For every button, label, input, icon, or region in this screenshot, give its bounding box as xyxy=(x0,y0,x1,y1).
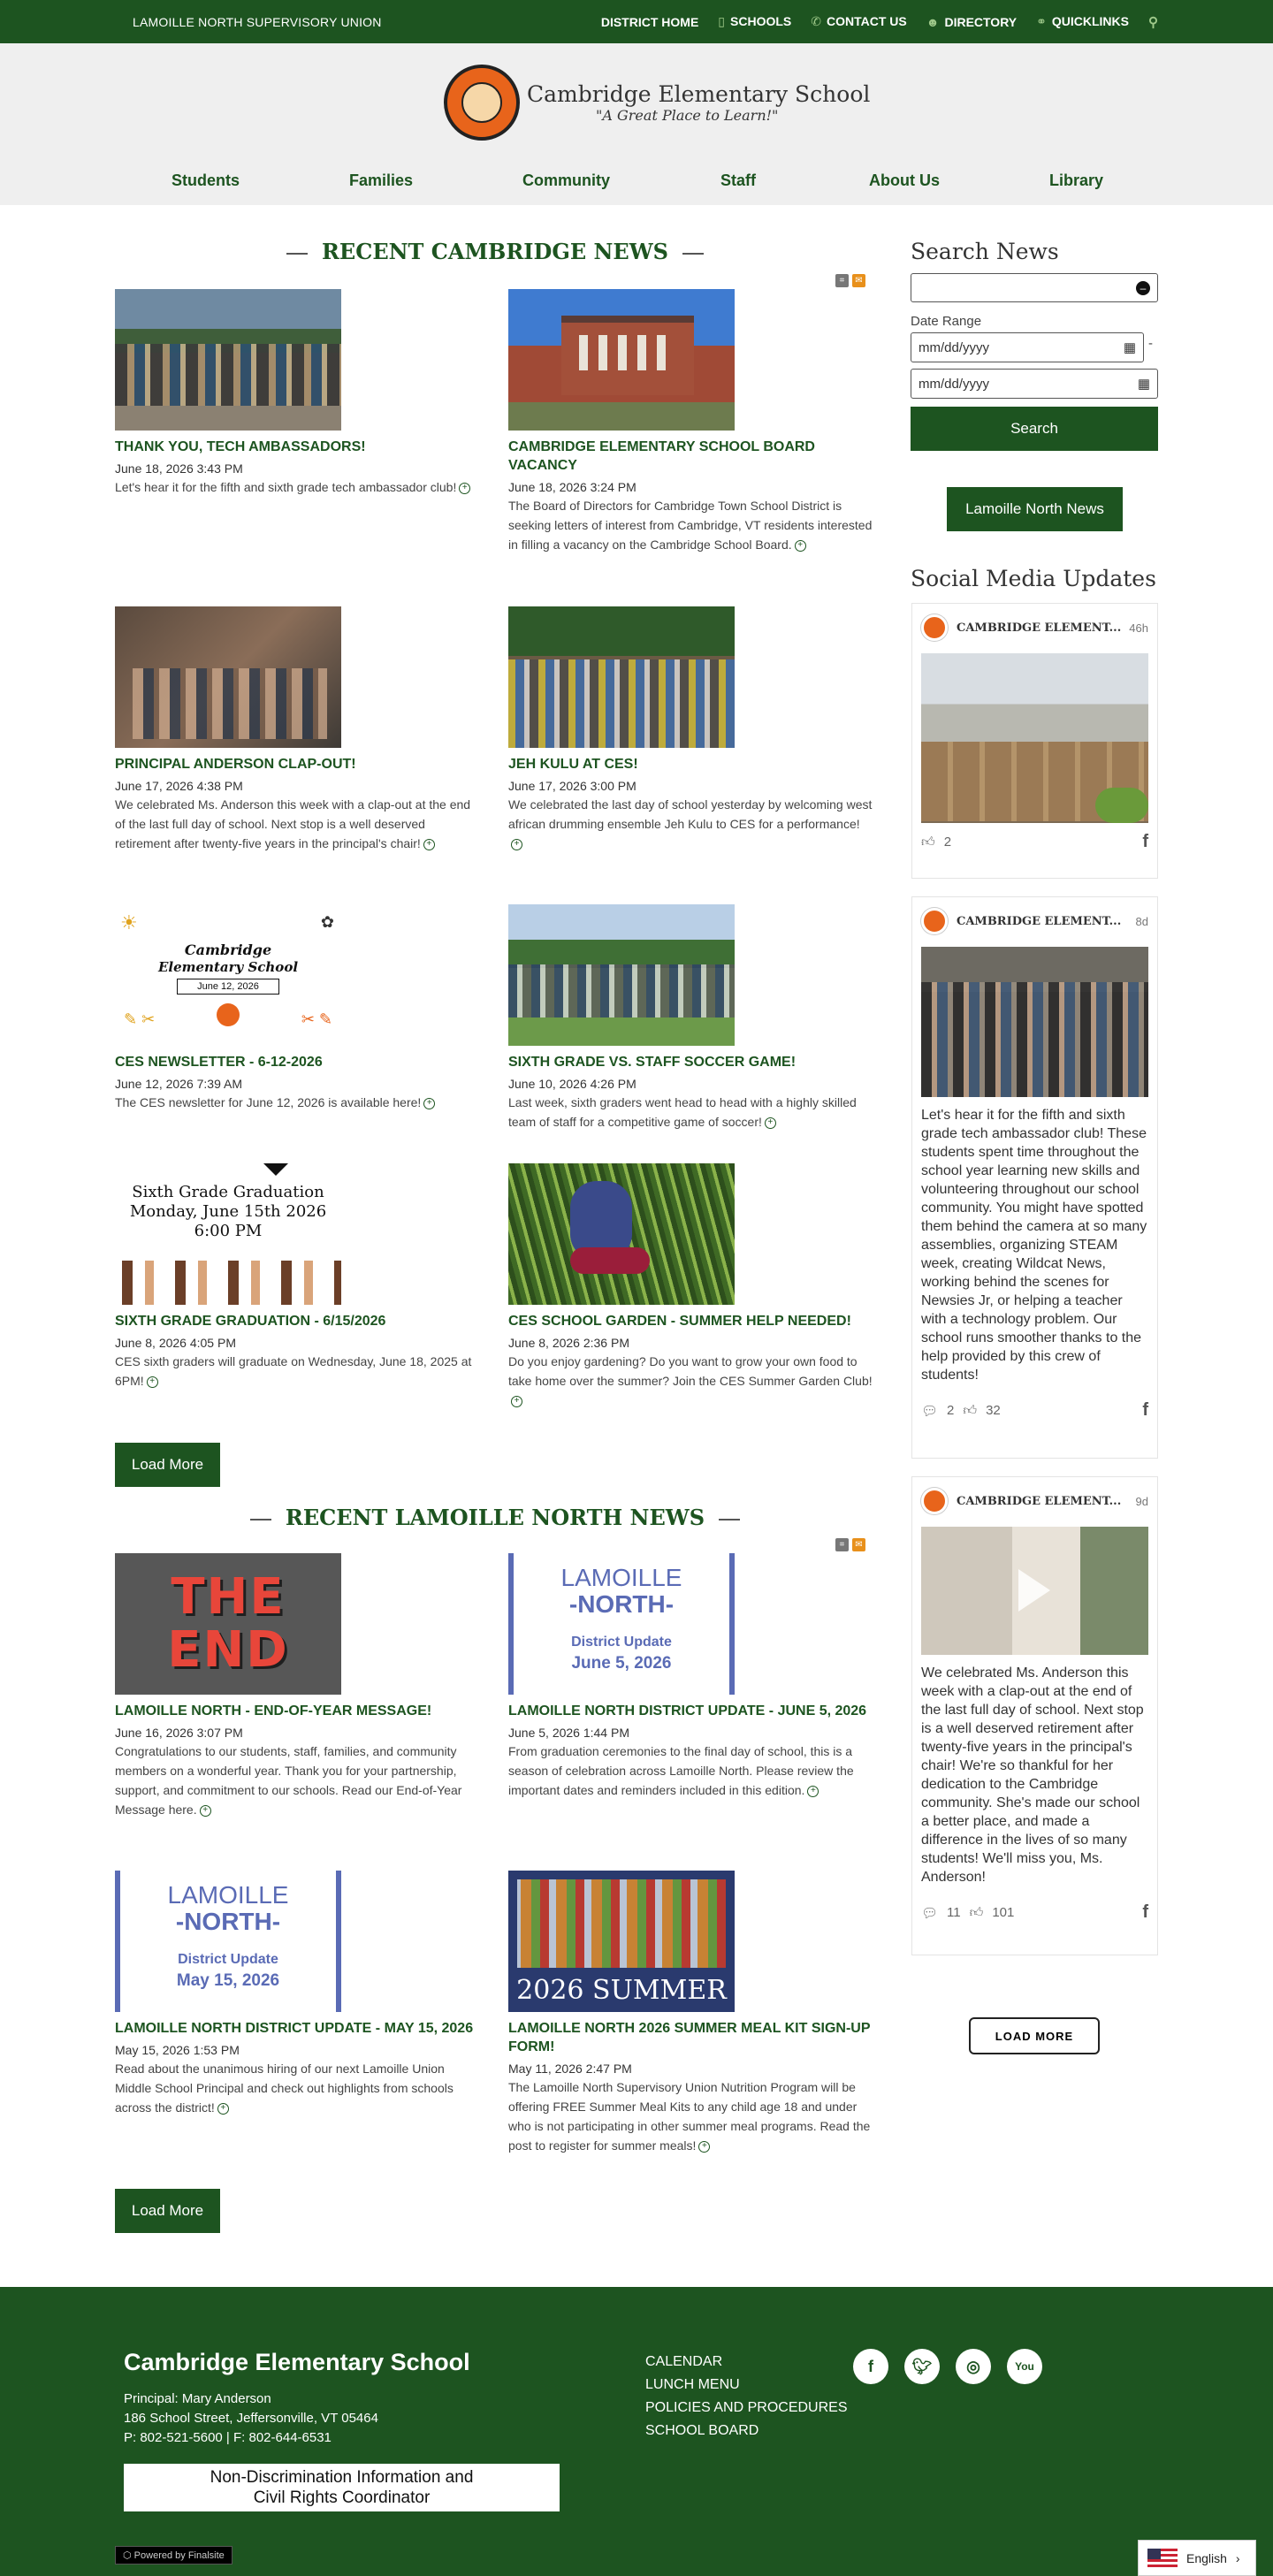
news-card[interactable] xyxy=(115,1163,479,1391)
read-more-icon[interactable]: + xyxy=(217,2103,229,2115)
news-card[interactable] xyxy=(508,904,873,1132)
news-date: June 8, 2026 4:05 PM xyxy=(115,1336,236,1350)
news-title[interactable]: CAMBRIDGE ELEMENTARY SCHOOL BOARD VACANCY xyxy=(508,439,815,473)
thumb-text: Cambridge xyxy=(184,941,272,958)
triangle-icon xyxy=(263,1163,288,1176)
search-news-input[interactable] xyxy=(911,273,1158,302)
news-summary: Do you enjoy gardening? Do you want to grow your own food to take home over the summer? Join the CES Summer Garden Club!+ xyxy=(508,1354,873,1406)
nav-families[interactable]: Families xyxy=(349,171,414,189)
like-icon[interactable]: 👍︎ xyxy=(969,1904,984,1920)
post-image[interactable] xyxy=(921,653,1148,823)
thumb-text: May 15, 2026 xyxy=(176,1971,280,1990)
news-date: June 8, 2026 2:36 PM xyxy=(508,1336,629,1350)
news-title[interactable]: SIXTH GRADE VS. STAFF SOCCER GAME! xyxy=(508,1055,797,1070)
comment-count: 11 xyxy=(947,1905,961,1920)
news-summary: The Lamoille North Supervisory Union Nutrition Program will be offering FREE Summer Meal Kits to any child age 18 and under who is not participating in other summer meal programs. Read the post to register for summer meals! + xyxy=(508,2080,871,2153)
news-thumbnail[interactable] xyxy=(508,904,735,1046)
news-title[interactable]: LAMOILLE NORTH DISTRICT UPDATE - JUNE 5, 2026 xyxy=(508,1703,867,1719)
social-post[interactable] xyxy=(911,896,1158,1459)
news-thumbnail[interactable] xyxy=(115,606,341,748)
like-count: 101 xyxy=(992,1905,1015,1920)
logo-icon xyxy=(217,1003,240,1026)
cambridge-load-more-button[interactable]: Load More xyxy=(115,1443,220,1487)
post-author: CAMBRIDGE ELEMENT... xyxy=(957,914,1122,928)
thumb-text: Monday, June 15th 2026 xyxy=(129,1202,327,1221)
school-tagline: "A Great Place to Learn!" xyxy=(596,107,779,124)
read-more-icon[interactable]: + xyxy=(423,1098,435,1109)
news-thumbnail[interactable] xyxy=(115,1553,341,1695)
thumb-text: District Update xyxy=(571,1635,672,1650)
news-summary: Read about the unanimous hiring of our next Lamoille Union Middle School Principal and check out highlights from schools across the district! + xyxy=(115,2062,454,2115)
youtube-icon[interactable]: You xyxy=(1007,2349,1042,2384)
news-card[interactable] xyxy=(508,1163,873,1410)
district-home-link[interactable]: DISTRICT HOME xyxy=(600,14,699,29)
calendar-icon[interactable]: ▦ xyxy=(1123,340,1136,355)
thumb-text: THE END xyxy=(167,1568,289,1679)
footer-links xyxy=(645,2351,848,2443)
thumb-text: -NORTH- xyxy=(175,1908,281,1935)
facebook-icon[interactable]: f xyxy=(853,2349,888,2384)
post-image[interactable] xyxy=(921,947,1148,1097)
facebook-icon[interactable]: f xyxy=(1142,832,1148,851)
nav-about-us[interactable]: About Us xyxy=(869,171,940,189)
news-card[interactable] xyxy=(115,606,479,853)
news-date: June 10, 2026 4:26 PM xyxy=(508,1077,636,1091)
paw-icon: ✿ xyxy=(320,913,334,931)
news-date: May 15, 2026 1:53 PM xyxy=(115,2043,240,2057)
news-title[interactable]: LAMOILLE NORTH DISTRICT UPDATE - MAY 15, 2026 xyxy=(115,2021,474,2036)
directory-link[interactable]: ☻ DIRECTORY xyxy=(926,14,1018,29)
thumb-text: Elementary School xyxy=(157,959,299,975)
quicklinks-link[interactable]: ⚭ QUICKLINKS xyxy=(1036,14,1129,28)
facebook-icon[interactable]: f xyxy=(1142,1400,1148,1420)
news-date: June 16, 2026 3:07 PM xyxy=(115,1726,243,1740)
news-thumbnail[interactable] xyxy=(115,1163,341,1305)
read-more-icon[interactable]: + xyxy=(698,2141,710,2153)
twitter-icon[interactable]: 🐦︎ xyxy=(904,2349,940,2384)
thumb-text: June 12, 2026 xyxy=(177,979,279,995)
news-date: June 18, 2026 3:43 PM xyxy=(115,461,243,476)
news-date: June 17, 2026 4:38 PM xyxy=(115,779,243,793)
thumb-text: Sixth Grade Graduation xyxy=(132,1183,324,1201)
lamoille-north-news-button[interactable]: Lamoille North News xyxy=(947,487,1123,531)
social-post[interactable] xyxy=(911,1476,1158,1955)
play-icon[interactable] xyxy=(1018,1569,1050,1612)
post-time: 9d xyxy=(1135,1494,1148,1508)
school-board-link[interactable]: SCHOOL BOARD xyxy=(645,2423,759,2438)
calendar-icon[interactable]: ▦ xyxy=(1137,377,1150,392)
us-flag-icon xyxy=(1147,2549,1178,2568)
sun-icon: ☀ xyxy=(120,911,138,934)
address-text: 186 School Street, Jeffersonville, VT 05464 xyxy=(124,2411,378,2426)
comment-icon[interactable]: 💬︎ xyxy=(921,1905,939,1921)
non-discrimination-link[interactable]: Non-Discrimination Information and Civil Rights Coordinator xyxy=(124,2464,560,2511)
social-post[interactable] xyxy=(911,603,1158,879)
building-icon: ▯ xyxy=(718,14,726,28)
avatar xyxy=(921,1488,948,1514)
news-title[interactable]: CES NEWSLETTER - 6-12-2026 xyxy=(115,1055,323,1070)
news-card[interactable] xyxy=(115,1553,479,1819)
news-card[interactable] xyxy=(115,1871,479,2117)
news-summary: Last week, sixth graders went head to head with a highly skilled team of staff for a competitive game of soccer! + xyxy=(508,1095,857,1129)
nav-students[interactable]: Students xyxy=(172,171,240,189)
link-icon: ⚭ xyxy=(1036,14,1047,28)
post-author: CAMBRIDGE ELEMENT... xyxy=(957,621,1122,635)
social-links xyxy=(853,2349,1042,2384)
powered-by-badge[interactable]: ⬡ Powered by Finalsite xyxy=(115,2546,232,2565)
post-text: We celebrated Ms. Anderson this week with a clap-out at the end of the last full day of school. Next stop is a well deserved retirement after twenty-five years in the principal's chair! We're so thankful for her dedication to the Cambridge community. She's made our school a better place, and made a difference in the lives of so many students! We'll miss you, Ms. Anderson! xyxy=(921,1665,1144,1885)
phone-text: P: 802-521-5600 | F: 802-644-6531 xyxy=(124,2430,332,2445)
thumb-text: June 5, 2026 xyxy=(571,1654,672,1673)
avatar xyxy=(921,908,948,934)
comment-icon[interactable]: 💬︎ xyxy=(921,1403,939,1419)
contact-us-link[interactable]: ✆ CONTACT US xyxy=(811,14,907,28)
news-thumbnail[interactable] xyxy=(508,289,735,431)
search-button[interactable]: Search xyxy=(911,407,1158,451)
news-title[interactable]: SIXTH GRADE GRADUATION - 6/15/2026 xyxy=(115,1314,386,1329)
cambridge-news-heading: RECENT CAMBRIDGE NEWS xyxy=(265,239,725,264)
date-range-label: Date Range xyxy=(911,314,982,329)
news-card[interactable] xyxy=(508,289,873,554)
news-date: May 11, 2026 2:47 PM xyxy=(508,2062,632,2076)
post-time: 8d xyxy=(1135,914,1148,928)
social-load-more-button[interactable]: LOAD MORE xyxy=(969,2017,1100,2054)
news-summary: Congratulations to our students, staff, families, and community members on a wonderful year. Thank you for your partnership, support, and commitment to our schools. Read our End-of-Year Message here. + xyxy=(115,1744,462,1817)
news-title[interactable]: LAMOILLE NORTH - END-OF-YEAR MESSAGE! xyxy=(115,1703,432,1719)
news-thumbnail[interactable] xyxy=(115,289,341,431)
footer-school-name: Cambridge Elementary School xyxy=(124,2349,470,2375)
news-summary: The CES newsletter for June 12, 2026 is available here! + xyxy=(115,1093,479,1112)
thumb-text: 2026 SUMMER xyxy=(516,1975,727,2006)
news-thumbnail[interactable] xyxy=(115,904,341,1046)
news-thumbnail[interactable] xyxy=(508,606,735,748)
news-thumbnail[interactable] xyxy=(508,1871,735,2012)
read-more-icon[interactable]: + xyxy=(807,1786,819,1797)
feed-icons xyxy=(835,274,865,287)
search-icon[interactable]: ⚲ xyxy=(1148,14,1158,30)
subscribe-icon[interactable]: ✉ xyxy=(852,1538,865,1551)
news-title[interactable]: THANK YOU, TECH AMBASSADORS! xyxy=(115,439,366,454)
news-date: June 18, 2026 3:24 PM xyxy=(508,480,636,494)
thumb-text: 6:00 PM xyxy=(194,1222,263,1240)
language-label: English xyxy=(1186,2550,1227,2565)
facebook-icon[interactable]: f xyxy=(1142,1902,1148,1922)
principal-text: Principal: Mary Anderson xyxy=(124,2391,271,2406)
rss-icon[interactable]: ⌗ xyxy=(835,1538,849,1551)
news-card[interactable] xyxy=(508,1553,873,1800)
read-more-icon[interactable]: + xyxy=(147,1376,158,1388)
news-summary: From graduation ceremonies to the final day of school, this is a season of celebration across Lamoille North. Please review the important dates and reminders included in this edition. + xyxy=(508,1744,854,1797)
school-brand[interactable] xyxy=(444,65,870,141)
news-card[interactable] xyxy=(508,606,873,853)
nav-library[interactable]: Library xyxy=(1049,171,1104,189)
thumb-text: District Update xyxy=(178,1952,278,1967)
top-utility-bar xyxy=(0,0,1273,43)
news-thumbnail[interactable] xyxy=(508,1553,735,1695)
nav-community[interactable]: Community xyxy=(522,171,610,189)
site-footer xyxy=(0,2287,1273,2576)
news-title[interactable]: PRINCIPAL ANDERSON CLAP-OUT! xyxy=(115,757,356,772)
read-more-icon[interactable]: + xyxy=(795,540,806,552)
thumb-text: -NORTH- xyxy=(568,1590,675,1618)
news-summary: We celebrated the last day of school yesterday by welcoming west african drumming ensemble Jeh Kulu to CES for a performance!+ xyxy=(508,797,873,849)
comment-count: 2 xyxy=(947,1403,955,1418)
read-more-icon[interactable]: + xyxy=(511,1396,522,1407)
like-icon[interactable]: 👍︎ xyxy=(921,834,935,850)
post-video[interactable] xyxy=(921,1527,1148,1655)
news-summary: Let's hear it for the fifth and sixth grade tech ambassador club! + xyxy=(115,477,479,497)
end-date-input[interactable]: mm/dd/yyyy ▦ xyxy=(911,369,1158,399)
read-more-icon[interactable]: + xyxy=(511,839,522,850)
news-card[interactable] xyxy=(115,904,479,1112)
district-name[interactable]: LAMOILLE NORTH SUPERVISORY UNION xyxy=(133,14,382,29)
lamoille-news-heading: RECENT LAMOILLE NORTH NEWS xyxy=(221,1505,769,1530)
doodle-icon: ✎ ✂ xyxy=(124,1010,156,1028)
date-separator: - xyxy=(1148,336,1153,351)
rss-icon[interactable]: ⌗ xyxy=(835,274,849,287)
read-more-icon[interactable]: + xyxy=(423,839,435,850)
read-more-icon[interactable]: + xyxy=(765,1117,776,1129)
calendar-link[interactable]: CALENDAR xyxy=(645,2354,723,2369)
search-news-heading: Search News xyxy=(911,239,1059,264)
footer-contact xyxy=(124,2389,378,2448)
read-more-icon[interactable]: + xyxy=(200,1805,211,1817)
like-icon[interactable]: 👍︎ xyxy=(963,1402,978,1418)
news-date: June 17, 2026 3:00 PM xyxy=(508,779,636,793)
lunch-menu-link[interactable]: LUNCH MENU xyxy=(645,2377,740,2392)
news-thumbnail[interactable] xyxy=(508,1163,735,1305)
feed-icons xyxy=(835,1538,865,1551)
news-summary: We celebrated Ms. Anderson this week with a clap-out at the end of the last full day of school. Next stop is a well deserved retirement after twenty-five years in the principal's chair! + xyxy=(115,797,471,850)
news-thumbnail[interactable] xyxy=(115,1871,341,2012)
post-author: CAMBRIDGE ELEMENT... xyxy=(957,1494,1122,1508)
start-date-input[interactable]: mm/dd/yyyy ▦ xyxy=(911,332,1144,362)
avatar xyxy=(921,614,948,641)
read-more-icon[interactable]: + xyxy=(459,483,470,494)
post-text: Let's hear it for the fifth and sixth grade tech ambassador club! These students spent time throughout the school year learning new skills and volunteering throughout our school community. You might have spotted them behind the camera at so many assemblies, organizing STEAM week, creating Wildcat News, working behind the scenes for Newsies Jr, or helping a teacher with a technology problem. Our school runs smoother thanks to the help provided by this crew of students! xyxy=(921,1108,1147,1383)
news-title[interactable]: JEH KULU AT CES! xyxy=(508,757,638,772)
phone-icon: ✆ xyxy=(811,14,821,28)
news-date: June 5, 2026 1:44 PM xyxy=(508,1726,629,1740)
lamoille-load-more-button[interactable]: Load More xyxy=(115,2189,220,2233)
social-media-heading: Social Media Updates xyxy=(911,566,1156,591)
like-count: 32 xyxy=(986,1403,1001,1418)
policies-link[interactable]: POLICIES AND PROCEDURES xyxy=(645,2400,848,2415)
minus-icon[interactable]: – xyxy=(1136,281,1150,295)
schools-link[interactable]: ▯ SCHOOLS xyxy=(718,14,792,28)
news-card[interactable] xyxy=(115,289,479,497)
news-title[interactable]: CES SCHOOL GARDEN - SUMMER HELP NEEDED! xyxy=(508,1314,851,1329)
news-date: June 12, 2026 7:39 AM xyxy=(115,1077,242,1091)
news-summary: The Board of Directors for Cambridge Town School District is seeking letters of interest from Cambridge, VT residents interested in filling a vacancy on the Cambridge School Board. + xyxy=(508,499,873,552)
news-card[interactable] xyxy=(508,1871,873,2155)
wildcats-logo xyxy=(444,65,520,141)
school-name: Cambridge Elementary School xyxy=(527,81,871,107)
nav-staff[interactable]: Staff xyxy=(720,171,756,189)
hands-graphic xyxy=(115,1261,341,1305)
subscribe-icon[interactable]: ✉ xyxy=(852,274,865,287)
news-summary: CES sixth graders will graduate on Wednesday, June 18, 2025 at 6PM! + xyxy=(115,1354,472,1388)
news-title[interactable]: LAMOILLE NORTH 2026 SUMMER MEAL KIT SIGN-UP FORM! xyxy=(508,2021,871,2054)
language-selector[interactable] xyxy=(1138,2540,1256,2576)
post-time: 46h xyxy=(1129,621,1148,635)
like-count: 2 xyxy=(943,835,952,850)
thumb-text: LAMOILLE xyxy=(560,1564,682,1591)
thumb-text: LAMOILLE xyxy=(167,1881,289,1909)
chevron-right-icon: › xyxy=(1235,2550,1240,2565)
people-icon: ☻ xyxy=(926,14,940,29)
doodle-icon: ✂ ✎ xyxy=(301,1010,332,1028)
instagram-icon[interactable]: ◎ xyxy=(956,2349,991,2384)
